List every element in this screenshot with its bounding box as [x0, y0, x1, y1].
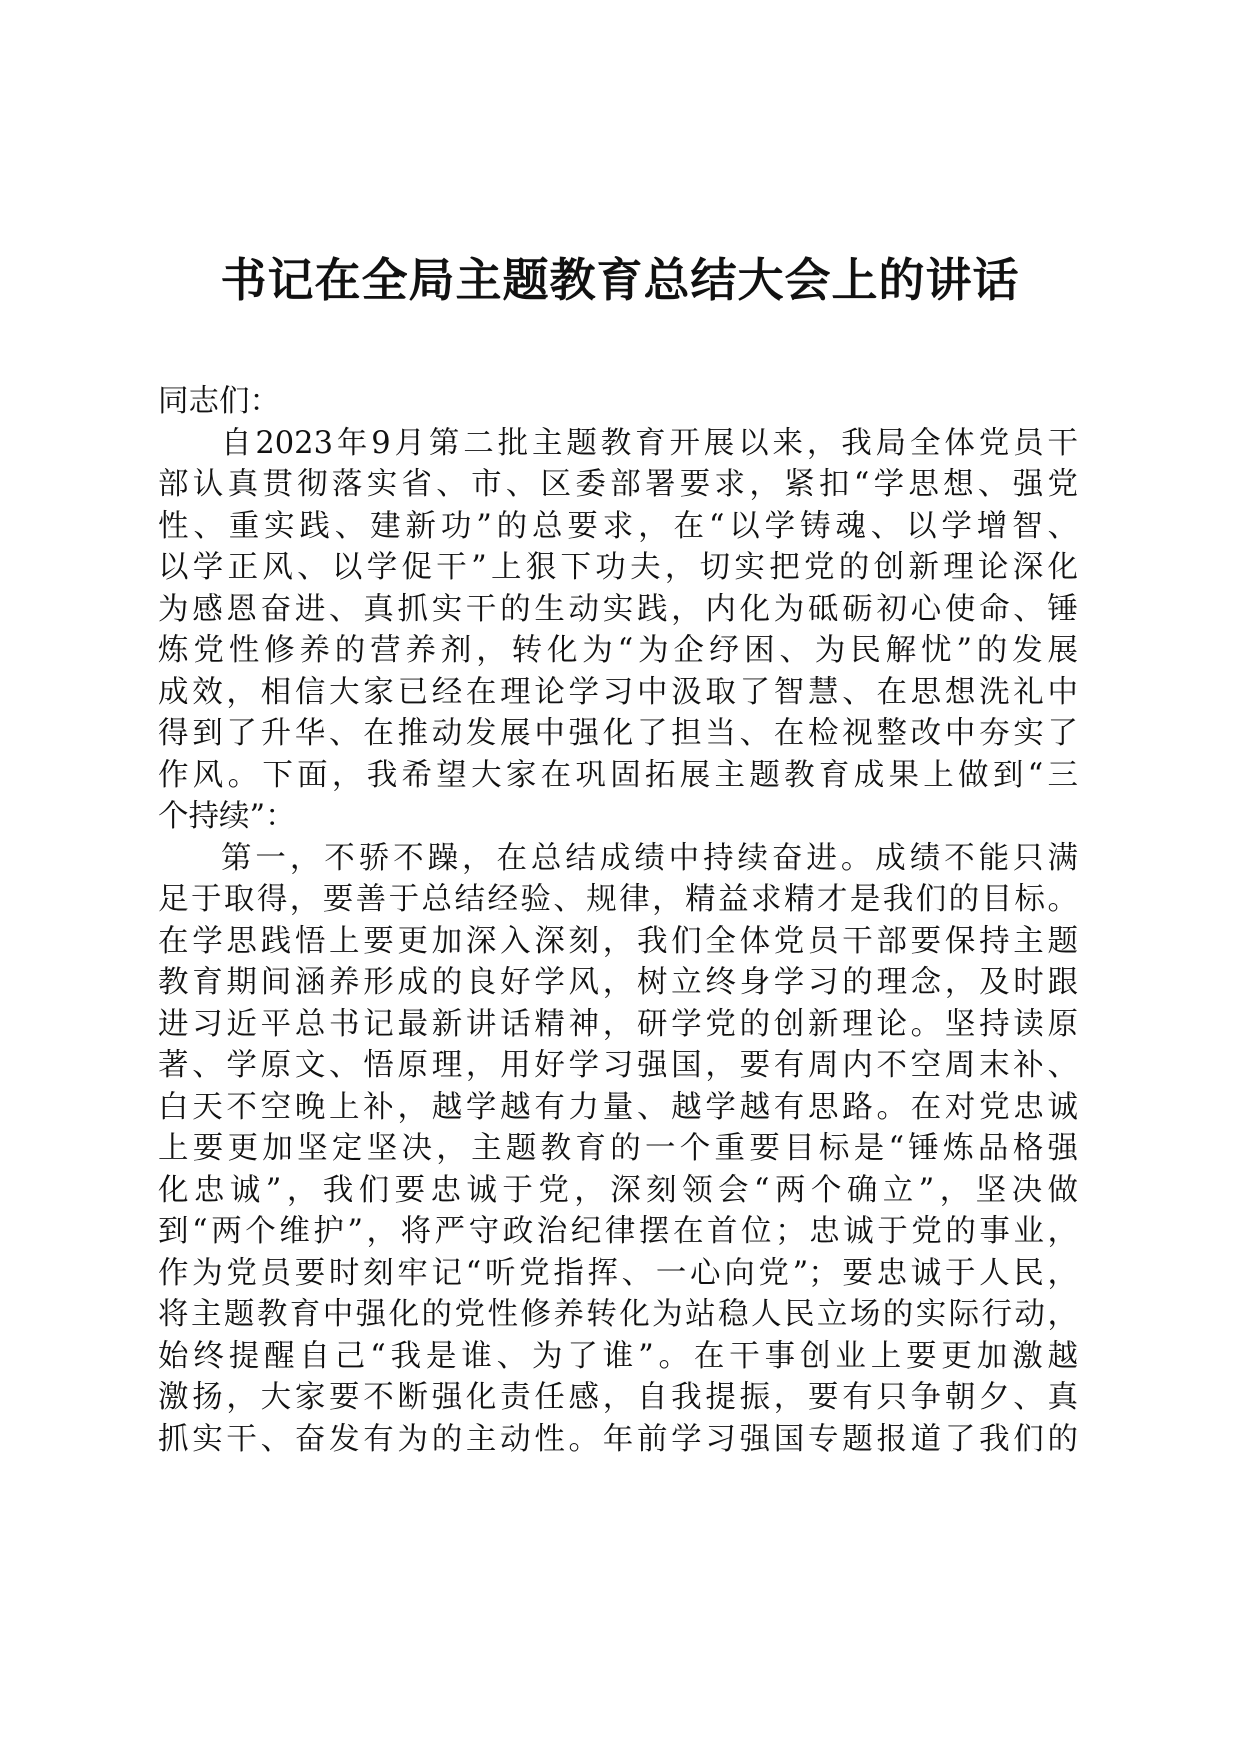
paragraph-2-line: 著、学原文、悟原理，用好学习强国，要有周内不空周末补、 — [158, 1048, 1078, 1083]
paragraph-2-line: 上要更加坚定坚决，主题教育的一个重要目标是“锤炼品格强 — [158, 1131, 1078, 1166]
paragraph-2-line: 第一，不骄不躁，在总结成绩中持续奋进。成绩不能只满 — [221, 840, 1078, 876]
paragraph-2-line: 将主题教育中强化的党性修养转化为站稳人民立场的实际行动， — [158, 1297, 1078, 1332]
document-title: 书记在全局主题教育总结大会上的讲话 — [220, 253, 1020, 307]
paragraph-1-line: 作风。下面，我希望大家在巩固拓展主题教育成果上做到“三 — [158, 757, 1078, 793]
paragraph-2-line: 作为党员要时刻牢记“听党指挥、一心向党”；要忠诚于人民， — [158, 1255, 1078, 1291]
paragraph-2-line: 足于取得，要善于总结经验、规律，精益求精才是我们的目标。 — [158, 882, 1078, 917]
paragraph-1-line: 炼党性修养的营养剂，转化为“为企纾困、为民解忧”的发展 — [158, 633, 1078, 668]
paragraph-1-line: 个持续”： — [158, 799, 296, 834]
paragraph-1-line: 为感恩奋进、真抓实干的生动实践，内化为砥砺初心使命、锤 — [158, 591, 1078, 627]
paragraph-2-line: 抓实干、奋发有为的主动性。年前学习强国专题报道了我们的 — [158, 1421, 1078, 1457]
paragraph-2-line: 始终提醒自己“我是谁、为了谁”。在干事创业上要更加激越 — [158, 1338, 1078, 1374]
paragraph-2-line: 化忠诚”，我们要忠诚于党，深刻领会“两个确立”，坚决做 — [158, 1172, 1078, 1208]
paragraph-2-line: 在学思践悟上要更加深入深刻，我们全体党员干部要保持主题 — [158, 923, 1078, 959]
paragraph-1-line: 性、重实践、建新功”的总要求，在“以学铸魂、以学增智、 — [158, 508, 1078, 544]
paragraph-2-line: 到“两个维护”，将严守政治纪律摆在首位；忠诚于党的事业， — [158, 1214, 1078, 1249]
paragraph-2-line: 激扬，大家要不断强化责任感，自我提振，要有只争朝夕、真 — [158, 1380, 1078, 1415]
paragraph-1-line: 得到了升华、在推动发展中强化了担当、在检视整改中夯实了 — [158, 716, 1078, 751]
document-body — [158, 381, 1078, 1460]
paragraph-2-line: 白天不空晚上补，越学越有力量、越学越有思路。在对党忠诚 — [158, 1089, 1078, 1125]
paragraph-2-line: 进习近平总书记最新讲话精神，研学党的创新理论。坚持读原 — [158, 1006, 1078, 1042]
greeting-line: 同志们： — [158, 384, 280, 419]
paragraph-1-line: 成效，相信大家已经在理论学习中汲取了智慧、在思想洗礼中 — [158, 674, 1078, 710]
paragraph-2-line: 教育期间涵养形成的良好学风，树立终身学习的理念，及时跟 — [158, 965, 1078, 1000]
paragraph-1-line: 自2023年9月第二批主题教育开展以来，我局全体党员干 — [221, 425, 1078, 461]
paragraph-1-line: 部认真贯彻落实省、市、区委部署要求，紧扣“学思想、强党 — [158, 467, 1078, 502]
paragraph-1-line: 以学正风、以学促干”上狠下功夫，切实把党的创新理论深化 — [158, 550, 1078, 585]
